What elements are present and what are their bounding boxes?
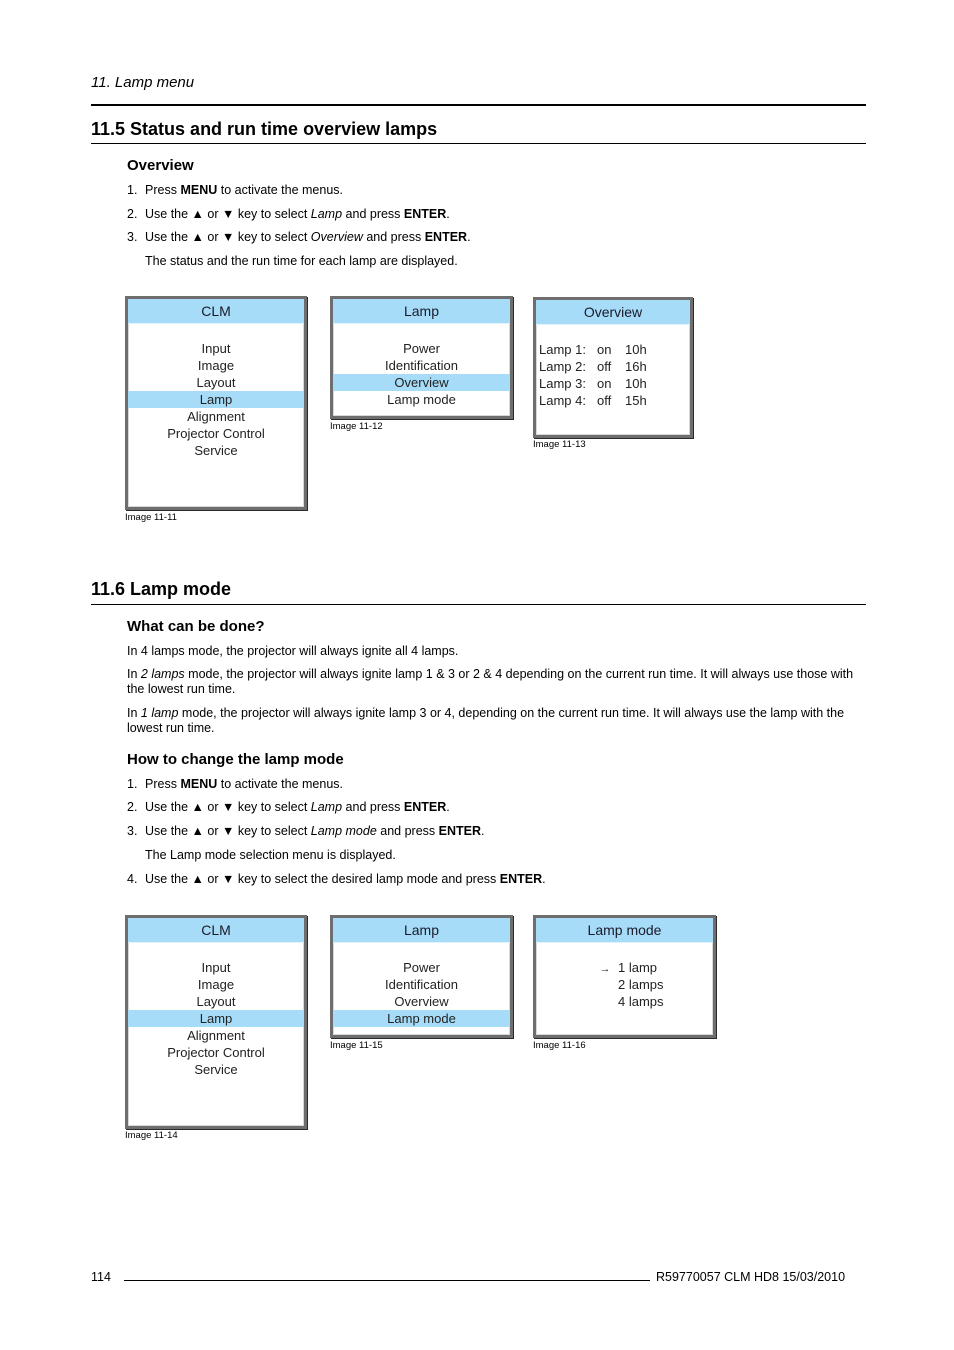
menu-item: Identification (385, 358, 458, 373)
paragraph-4-lamps: In 4 lamps mode, the projector will always ignite all 4 lamps. (127, 644, 459, 658)
paragraph-1-lamp: In 1 lamp mode, the projector will always ignite lamp 3 or 4, depending on the current run time. It will always use the lamp with the lowest run time. (127, 706, 845, 735)
menu-item-selected: Lamp (128, 1010, 304, 1027)
lamp-status-row: Lamp 3: on 10h (539, 376, 647, 391)
menu-item: Image (197, 977, 235, 992)
menu-title: CLM (128, 918, 304, 943)
lamp-status-row: Lamp 4: off 15h (539, 393, 647, 408)
step-2: 2. Use the ▲ or ▼ key to select Lamp and press ENTER. (127, 800, 450, 814)
step-note: The Lamp mode selection menu is displayed. (145, 848, 396, 862)
chapter-header: 11. Lamp menu (91, 74, 195, 91)
footer-rule (124, 1280, 650, 1281)
section-rule (91, 143, 866, 144)
menu-item: Input (201, 341, 231, 356)
menu-item: Alignment (187, 1028, 245, 1043)
menu-item: Lamp mode (387, 392, 456, 407)
subheading-what-can-be-done: What can be done? (127, 618, 265, 635)
document-reference: R59770057 CLM HD8 15/03/2010 (656, 1270, 846, 1284)
step-2: 2. Use the ▲ or ▼ key to select Lamp and press ENTER. (127, 207, 450, 221)
image-caption: Image 11-14 (125, 1130, 178, 1141)
menu-item: Service (194, 1062, 238, 1077)
menu-title: Lamp (333, 918, 510, 943)
menu-title: Lamp mode (536, 918, 713, 943)
image-caption: Image 11-15 (330, 1040, 383, 1051)
lamp-mode-option: → 1 lamp (536, 959, 713, 976)
paragraph-2-lamps: In 2 lamps mode, the projector will always ignite lamp 1 & 3 or 2 & 4 depending on the current run time. It will always use those with the lowest run time. (127, 667, 854, 696)
subheading-overview: Overview (127, 157, 194, 174)
menu-item-selected: Lamp (128, 391, 304, 408)
page-number: 114 (91, 1270, 111, 1284)
menu-title: Lamp (333, 299, 510, 324)
lamp-mode-menu-screenshot (533, 915, 716, 1038)
clm-menu-screenshot (125, 915, 307, 1129)
menu-item: Image (197, 358, 235, 373)
image-caption: Image 11-13 (533, 439, 586, 450)
menu-item: Projector Control (167, 426, 265, 441)
header-rule (91, 104, 866, 106)
menu-item: Layout (196, 994, 236, 1009)
menu-title: CLM (128, 299, 304, 324)
lamp-mode-option: 2 lamps (618, 977, 664, 992)
lamp-menu-screenshot (330, 296, 513, 419)
image-caption: Image 11-12 (330, 421, 383, 432)
menu-item: Power (403, 960, 440, 975)
section-title-11-6: 11.6 Lamp mode (91, 579, 232, 599)
menu-item: Service (194, 443, 238, 458)
arrow-right-icon: → (599, 963, 611, 975)
step-3: 3. Use the ▲ or ▼ key to select Overview and press ENTER. (127, 230, 471, 244)
menu-item: Overview (394, 994, 449, 1009)
step-1: 1. Press MENU to activate the menus. (127, 777, 344, 791)
step-4: 4. Use the ▲ or ▼ key to select the desired lamp mode and press ENTER. (127, 872, 546, 886)
section-rule (91, 604, 866, 605)
lamp-mode-option: 4 lamps (618, 994, 664, 1009)
menu-item: Alignment (187, 409, 245, 424)
lamp-status-row: Lamp 2: off 16h (539, 359, 647, 374)
menu-item-selected: Overview (333, 374, 510, 391)
menu-item: Power (403, 341, 440, 356)
image-caption: Image 11-11 (125, 512, 177, 523)
lamp-menu-screenshot (330, 915, 513, 1038)
clm-menu-screenshot (125, 296, 307, 510)
image-caption: Image 11-16 (533, 1040, 586, 1051)
subheading-how-to-change: How to change the lamp mode (127, 751, 344, 768)
lamp-status-row: Lamp 1: on 10h (539, 342, 647, 357)
step-3: 3. Use the ▲ or ▼ key to select Lamp mode and press ENTER. (127, 824, 485, 838)
step-1: 1. Press MENU to activate the menus. (127, 183, 344, 197)
section-title-11-5: 11.5 Status and run time overview lamps (91, 119, 438, 139)
menu-item: Identification (385, 977, 458, 992)
menu-item: Projector Control (167, 1045, 265, 1060)
menu-item: Input (201, 960, 231, 975)
menu-title: Overview (536, 300, 690, 325)
overview-menu-screenshot (533, 297, 693, 438)
menu-item-selected: Lamp mode (333, 1010, 510, 1027)
step-note: The status and the run time for each lamp are displayed. (145, 254, 458, 268)
menu-item: Layout (196, 375, 236, 390)
